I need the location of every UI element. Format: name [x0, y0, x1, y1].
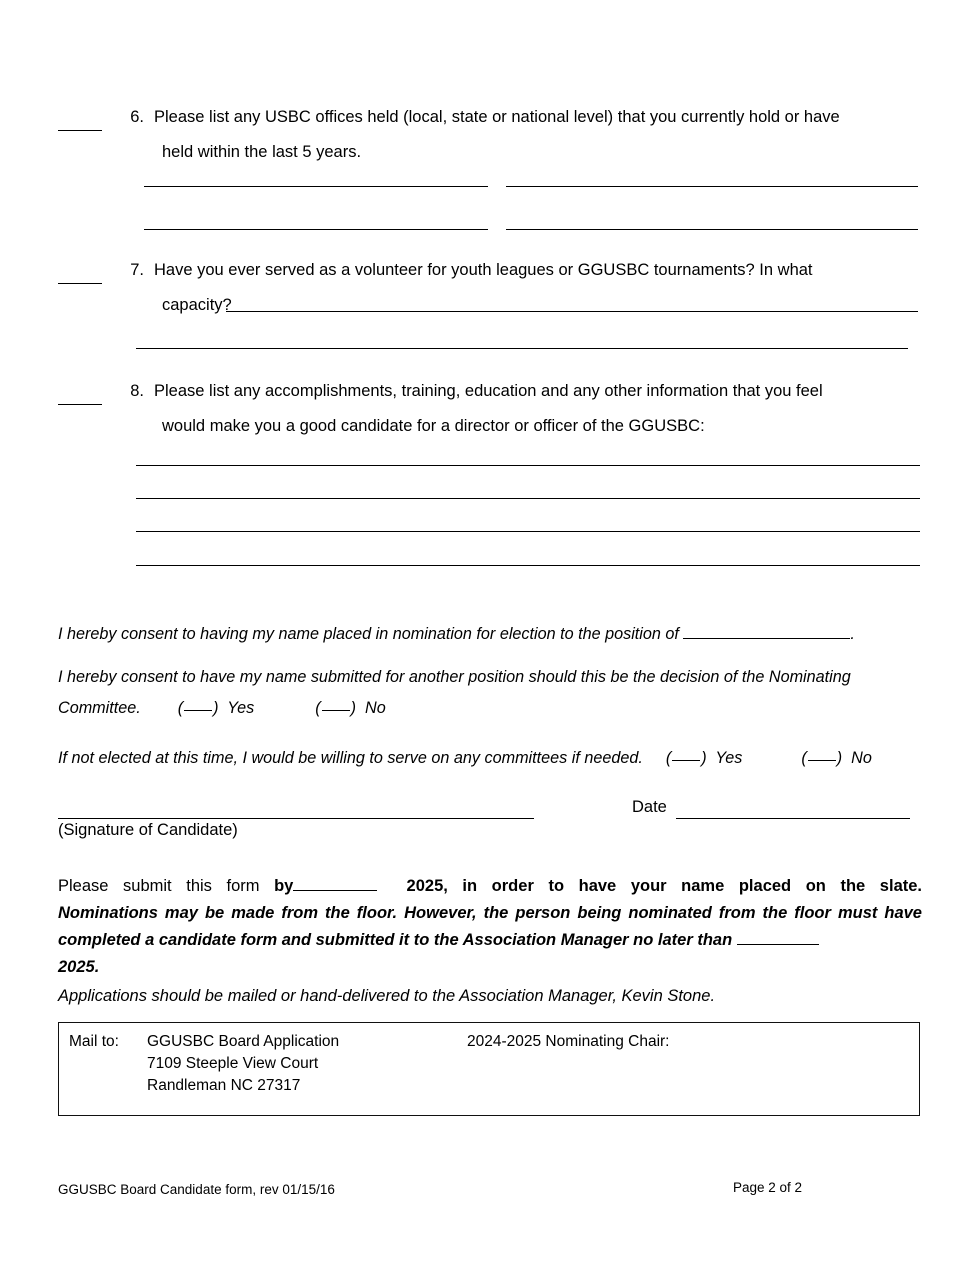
consent-3-text: If not elected at this time, I would be willing to serve on any committees if needed.: [58, 749, 643, 767]
consent-2-no-label: No: [365, 699, 386, 717]
question-8: [58, 374, 922, 444]
question-6-answer-line-1[interactable]: [144, 186, 488, 187]
consent-2-yes-blank[interactable]: [184, 698, 212, 711]
question-8-text-line2: would make you a good candidate for a director or officer of the GGUSBC:: [162, 417, 705, 435]
footer-form-id: GGUSBC Board Candidate form, rev 01/15/16: [58, 1182, 335, 1197]
question-7-text-line2: capacity?: [162, 296, 232, 314]
consent-statement-2: [58, 662, 922, 724]
question-7-number: 7.: [130, 261, 144, 279]
nominating-chair-label: 2024-2025 Nominating Chair:: [467, 1033, 670, 1050]
consent-1-after: .: [850, 625, 855, 643]
question-8-answer-line-1[interactable]: [136, 465, 920, 466]
question-6-answer-line-4[interactable]: [506, 229, 918, 230]
signature-caption: (Signature of Candidate): [58, 821, 238, 839]
consent-3-yes-option[interactable]: ( ) Yes: [665, 749, 743, 767]
question-6: [58, 100, 922, 170]
applications-note: Applications should be mailed or hand-delivered to the Association Manager, Kevin Stone.: [58, 987, 716, 1005]
submit-year-text: 2025, in order to have your name placed on the slate.: [406, 877, 922, 895]
question-8-row: [58, 374, 922, 444]
question-7-text: [154, 253, 922, 323]
date-label: Date: [632, 798, 667, 816]
consent-2-no-option[interactable]: ( ) No: [315, 699, 386, 717]
submit-floor-deadline-blank[interactable]: [737, 930, 819, 945]
consent-3-no-option[interactable]: ( ) No: [801, 749, 872, 767]
consent-2-line1: I hereby consent to have my name submitted for another position should this be the decision of the Nominating: [58, 668, 851, 686]
question-6-text: [154, 100, 922, 170]
consent-3-no-blank[interactable]: [808, 748, 836, 761]
mail-address-line-2: 7109 Steeple View Court: [147, 1055, 319, 1072]
submit-line-1: [58, 873, 922, 900]
consent-2-line2: [58, 693, 922, 724]
consent-statement-1: [58, 619, 922, 650]
date-line[interactable]: [676, 818, 910, 819]
question-6-row: [58, 100, 922, 170]
submit-deadline-blank[interactable]: [293, 876, 377, 891]
consent-3-yes-label: Yes: [715, 749, 743, 767]
question-7-text-line1: Have you ever served as a volunteer for youth leagues or GGUSBC tournaments? In what: [154, 261, 813, 279]
signature-line[interactable]: [58, 818, 534, 819]
question-6-text-line2: held within the last 5 years.: [162, 143, 362, 161]
footer-page-number: Page 2 of 2: [733, 1180, 803, 1195]
mail-to-box: [58, 1022, 920, 1116]
question-8-text-line1: Please list any accomplishments, training, education and any other information that you feel: [154, 382, 823, 400]
consent-3-line: [58, 743, 922, 774]
question-6-answer-line-3[interactable]: [144, 229, 488, 230]
consent-3-yes-blank[interactable]: [672, 748, 700, 761]
consent-1-before: I hereby consent to having my name placed in nomination for election to the position of: [58, 625, 684, 643]
consent-2-yes-label: Yes: [227, 699, 255, 717]
mail-address-line-1: GGUSBC Board Application: [147, 1033, 340, 1050]
submit-regular-text: Please submit this form: [58, 877, 275, 895]
question-8-text: [154, 374, 922, 444]
mail-address-line-3: Randleman NC 27317: [147, 1077, 301, 1094]
question-8-answer-line-2[interactable]: [136, 498, 920, 499]
question-8-number: 8.: [130, 382, 144, 400]
question-6-number: 6.: [130, 108, 144, 126]
consent-2-yes-option[interactable]: ( ) Yes: [177, 699, 255, 717]
submit-instructions: [58, 873, 922, 981]
mail-to-address: [147, 1031, 339, 1097]
mail-to-label: Mail to:: [69, 1033, 119, 1050]
question-7-checkbox-blank[interactable]: [58, 265, 102, 284]
question-8-checkbox-blank[interactable]: [58, 386, 102, 405]
consent-3-no-label: No: [851, 749, 872, 767]
consent-2-no-blank[interactable]: [322, 698, 350, 711]
submit-by-label: by: [274, 877, 294, 895]
question-6-text-line1: Please list any USBC offices held (local, state or national level) that you currently hold or have: [154, 108, 840, 126]
question-6-answer-line-2[interactable]: [506, 186, 918, 187]
consent-statement-3: [58, 743, 922, 774]
consent-statement-1-text: [58, 625, 855, 643]
consent-1-position-blank[interactable]: [683, 624, 850, 639]
question-8-answer-line-3[interactable]: [136, 531, 920, 532]
question-7-answer-line-2[interactable]: [136, 348, 908, 349]
submit-line-2: [58, 900, 922, 954]
submit-nominations-text: Nominations may be made from the floor. However, the person being nominated from the floor must have completed a candidate form and submitted it to the Association Manager no later than: [58, 904, 922, 949]
question-7: [58, 253, 922, 323]
consent-2-committee-label: Committee.: [58, 699, 141, 717]
submit-floor-year: 2025.: [58, 958, 100, 976]
question-8-answer-line-4[interactable]: [136, 565, 920, 566]
question-6-checkbox-blank[interactable]: [58, 112, 102, 131]
question-7-row: [58, 253, 922, 323]
question-7-answer-line-1[interactable]: [226, 311, 918, 312]
